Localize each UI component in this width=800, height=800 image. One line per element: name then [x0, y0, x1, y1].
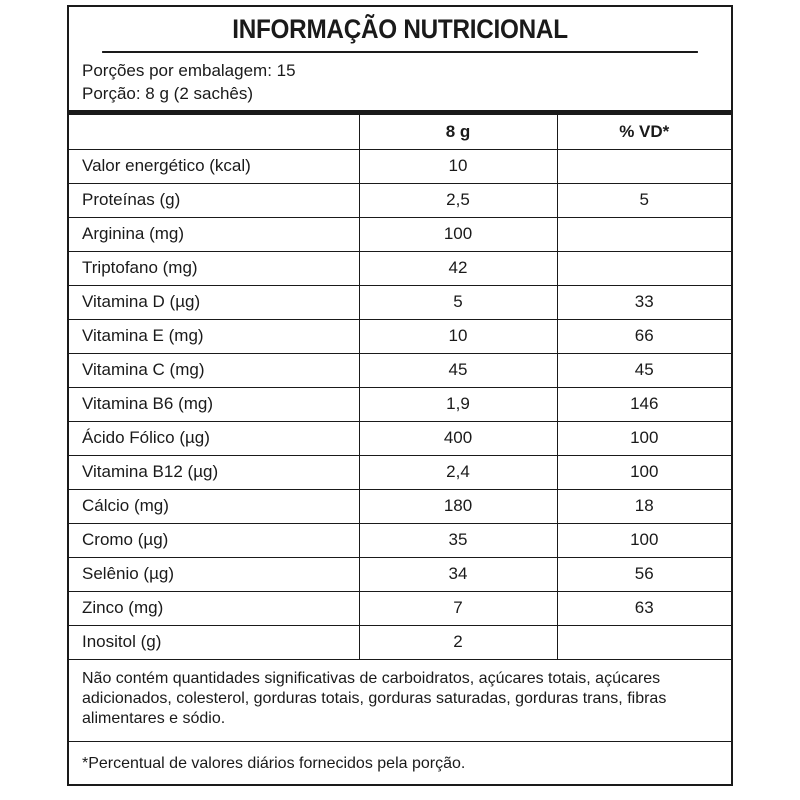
nutrient-name: Vitamina B12 (µg): [69, 455, 359, 489]
nutrient-name: Vitamina B6 (mg): [69, 387, 359, 421]
nutrient-amount: 10: [359, 149, 557, 183]
nutrient-daily-value: 33: [557, 285, 731, 319]
nutrient-daily-value: 56: [557, 557, 731, 591]
nutrient-daily-value: 146: [557, 387, 731, 421]
nutrient-name: Cromo (µg): [69, 523, 359, 557]
nutrient-amount: 180: [359, 489, 557, 523]
nutrient-name: Vitamina E (mg): [69, 319, 359, 353]
nutrient-amount: 34: [359, 557, 557, 591]
nutrient-name: Inositol (g): [69, 625, 359, 659]
portion-size: Porção: 8 g (2 sachês): [82, 84, 254, 103]
nutrient-amount: 42: [359, 251, 557, 285]
nutrient-daily-value: 66: [557, 319, 731, 353]
table-header-row: [69, 115, 731, 149]
table-row: [69, 217, 731, 251]
table-row: [69, 319, 731, 353]
nutrient-amount: 7: [359, 591, 557, 625]
nutrient-name: Selênio (µg): [69, 557, 359, 591]
table-row: [69, 489, 731, 523]
nutrient-amount: 5: [359, 285, 557, 319]
label-title: INFORMAÇÃO NUTRICIONAL: [102, 7, 698, 53]
nutrient-name: Triptofano (mg): [69, 251, 359, 285]
nutrient-name: Valor energético (kcal): [69, 149, 359, 183]
nutrient-daily-value: 18: [557, 489, 731, 523]
header-nutrient: [69, 115, 359, 149]
serving-info: [69, 53, 731, 115]
nutrient-name: Vitamina D (µg): [69, 285, 359, 319]
nutrient-name: Ácido Fólico (µg): [69, 421, 359, 455]
table-row: [69, 421, 731, 455]
table-row: [69, 387, 731, 421]
nutrient-daily-value: 45: [557, 353, 731, 387]
table-row: [69, 523, 731, 557]
header-amount: 8 g: [359, 115, 557, 149]
nutrient-amount: 400: [359, 421, 557, 455]
nutrient-name: Cálcio (mg): [69, 489, 359, 523]
table-row: [69, 285, 731, 319]
nutrient-daily-value: 100: [557, 523, 731, 557]
nutrient-daily-value: [557, 217, 731, 251]
not-significant-note: Não contém quantidades significativas de carboidratos, açúcares totais, açúcares adicionados, colesterol, gorduras totais, gorduras saturadas, gorduras trans, fibras alimentares e sódio.: [69, 660, 731, 742]
nutrient-amount: 2: [359, 625, 557, 659]
table-row: [69, 251, 731, 285]
nutrient-name: Vitamina C (mg): [69, 353, 359, 387]
nutrient-daily-value: 63: [557, 591, 731, 625]
table-row: [69, 455, 731, 489]
header-daily-value: % VD*: [557, 115, 731, 149]
daily-value-footnote: *Percentual de valores diários fornecidos pela porção.: [82, 754, 466, 772]
nutrient-daily-value: [557, 625, 731, 659]
table-row: [69, 625, 731, 659]
nutrition-facts-label: [67, 5, 733, 786]
nutrient-amount: 35: [359, 523, 557, 557]
table-row: [69, 353, 731, 387]
table-row: [69, 557, 731, 591]
table-row: [69, 183, 731, 217]
nutrient-amount: 45: [359, 353, 557, 387]
nutrient-name: Proteínas (g): [69, 183, 359, 217]
nutrient-daily-value: 100: [557, 421, 731, 455]
nutrition-table: [69, 115, 731, 660]
servings-per-package: Porções por embalagem: 15: [82, 61, 296, 80]
nutrient-daily-value: 100: [557, 455, 731, 489]
nutrient-amount: 1,9: [359, 387, 557, 421]
table-row: [69, 149, 731, 183]
nutrient-name: Arginina (mg): [69, 217, 359, 251]
nutrient-amount: 10: [359, 319, 557, 353]
nutrient-amount: 2,4: [359, 455, 557, 489]
nutrient-daily-value: 5: [557, 183, 731, 217]
nutrient-daily-value: [557, 149, 731, 183]
nutrient-daily-value: [557, 251, 731, 285]
nutrient-name: Zinco (mg): [69, 591, 359, 625]
nutrient-amount: 100: [359, 217, 557, 251]
table-row: [69, 591, 731, 625]
nutrient-amount: 2,5: [359, 183, 557, 217]
